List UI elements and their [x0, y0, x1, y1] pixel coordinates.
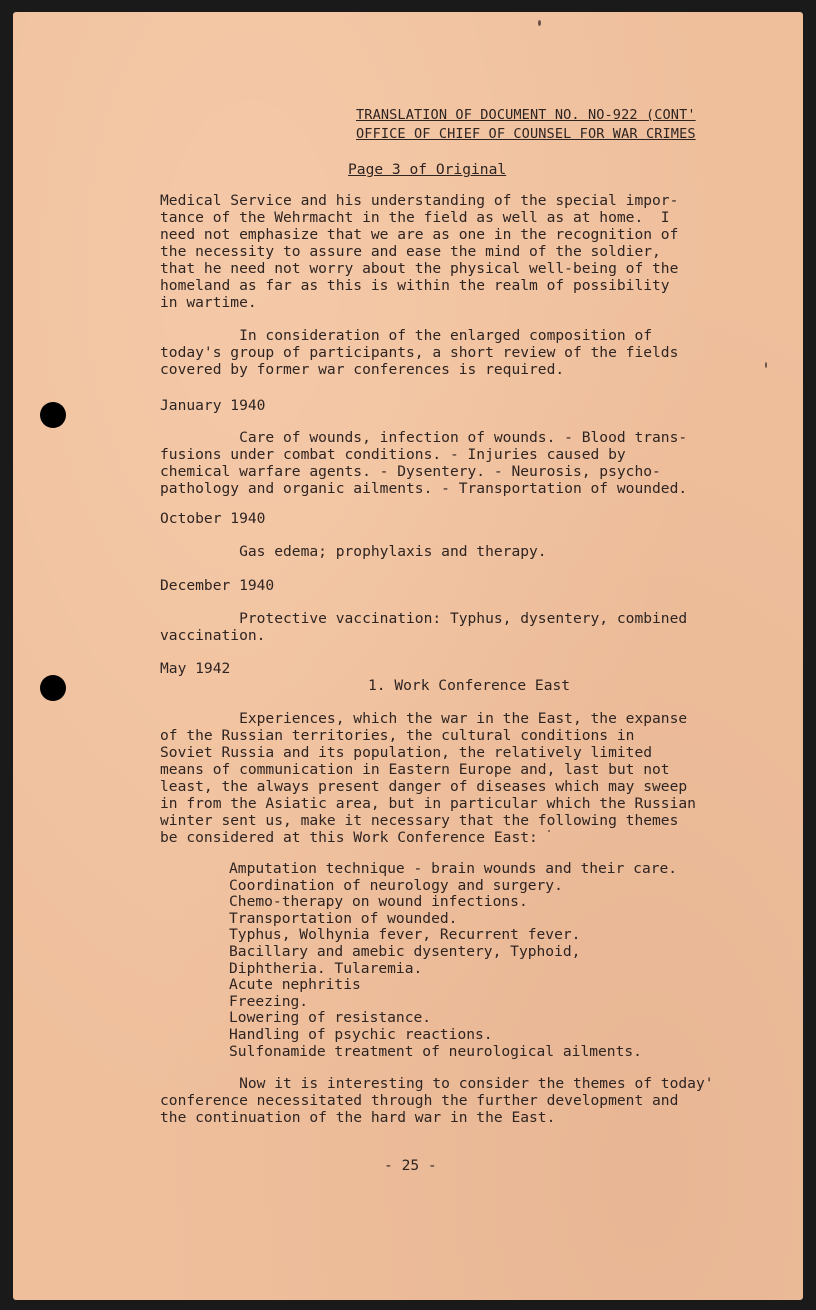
text-line: pathology and organic ailments. - Transportation of wounded.: [160, 480, 688, 497]
list-item: Diphtheria. Tularemia.: [229, 959, 423, 977]
list-item: Acute nephritis: [229, 976, 361, 994]
page-reference: Page 3 of Original: [348, 161, 507, 178]
conference-text-jan-1940: [160, 429, 687, 497]
text-line: tance of the Wehrmacht in the field as well as at home. I: [160, 209, 670, 226]
text-line: homeland as far as this is within the realm of possibility: [160, 277, 670, 294]
text-line: of the Russian territories, the cultural conditions in: [160, 727, 635, 744]
text-line: need not emphasize that we are as one in the recognition of: [160, 226, 679, 243]
punch-hole-bottom: [40, 675, 66, 701]
text-line: Protective vaccination: Typhus, dysentery, combined: [160, 610, 688, 627]
text-line: Soviet Russia and its population, the relatively limited: [160, 744, 653, 761]
paper-speck: [548, 830, 550, 832]
list-item: Transportation of wounded.: [229, 909, 458, 927]
text-line: today's group of participants, a short review of the fields: [160, 344, 679, 361]
conference-text-may-1942: [160, 710, 696, 846]
text-line: conference necessitated through the further development and: [160, 1092, 679, 1109]
conference-date-oct-1940: October 1940: [160, 510, 266, 527]
translation-header: TRANSLATION OF DOCUMENT NO. NO-922 (CONT': [356, 107, 696, 123]
text-line: in from the Asiatic area, but in particular which the Russian: [160, 795, 696, 812]
paragraph-intro: [160, 192, 678, 311]
office-header: OFFICE OF CHIEF OF COUNSEL FOR WAR CRIMES: [356, 126, 696, 142]
list-item: Amputation technique - brain wounds and their care.: [229, 860, 678, 877]
text-line: be considered at this Work Conference East:: [160, 829, 538, 846]
text-line: Medical Service and his understanding of the special impor-: [160, 192, 679, 209]
conference-text-dec-1940: [160, 610, 687, 644]
text-line: Care of wounds, infection of wounds. - Blood trans-: [160, 429, 688, 446]
list-item: Lowering of resistance.: [229, 1009, 432, 1027]
conference-date-may-1942: May 1942: [160, 660, 231, 677]
text-line: fusions under combat conditions. - Injuries caused by: [160, 446, 626, 463]
list-item: Chemo-therapy on wound infections.: [229, 893, 528, 911]
text-line: vaccination.: [160, 627, 266, 644]
list-item: Bacillary and amebic dysentery, Typhoid,: [229, 942, 581, 960]
list-item: Coordination of neurology and surgery.: [229, 876, 563, 894]
list-item: Sulfonamide treatment of neurological ailments.: [229, 1042, 642, 1060]
list-item: Freezing.: [229, 992, 309, 1010]
text-line: Experiences, which the war in the East, the expanse: [160, 710, 688, 727]
list-item: Handling of psychic reactions.: [229, 1025, 493, 1043]
text-line: Now it is interesting to consider the themes of today': [160, 1075, 714, 1092]
conference-date-dec-1940: December 1940: [160, 577, 275, 594]
conference-text-oct-1940: [160, 543, 547, 560]
paper-speck: [765, 362, 767, 368]
list-item: Typhus, Wolhynia fever, Recurrent fever.: [229, 926, 581, 944]
text-line: that he need not worry about the physical well-being of the: [160, 260, 679, 277]
conference-date-jan-1940: January 1940: [160, 397, 266, 414]
work-conference-heading: 1. Work Conference East: [368, 677, 571, 694]
text-line: in wartime.: [160, 294, 257, 311]
paragraph-review: [160, 327, 678, 378]
themes-list: [229, 861, 677, 1060]
text-line: In consideration of the enlarged composition of: [160, 327, 653, 344]
text-line: covered by former war conferences is required.: [160, 361, 565, 378]
paragraph-closing: [160, 1075, 714, 1126]
text-line: Gas edema; prophylaxis and therapy.: [160, 543, 547, 560]
text-line: least, the always present danger of diseases which may sweep: [160, 778, 688, 795]
page-number: - 25 -: [384, 1157, 437, 1174]
text-line: the continuation of the hard war in the East.: [160, 1109, 556, 1126]
text-line: the necessity to assure and ease the mind of the soldier,: [160, 243, 661, 260]
text-line: chemical warfare agents. - Dysentery. - Neurosis, psycho-: [160, 463, 661, 480]
text-line: winter sent us, make it necessary that the following themes: [160, 812, 679, 829]
paper-speck: [538, 20, 541, 26]
text-line: means of communication in Eastern Europe and, last but not: [160, 761, 670, 778]
punch-hole-top: [40, 402, 66, 428]
